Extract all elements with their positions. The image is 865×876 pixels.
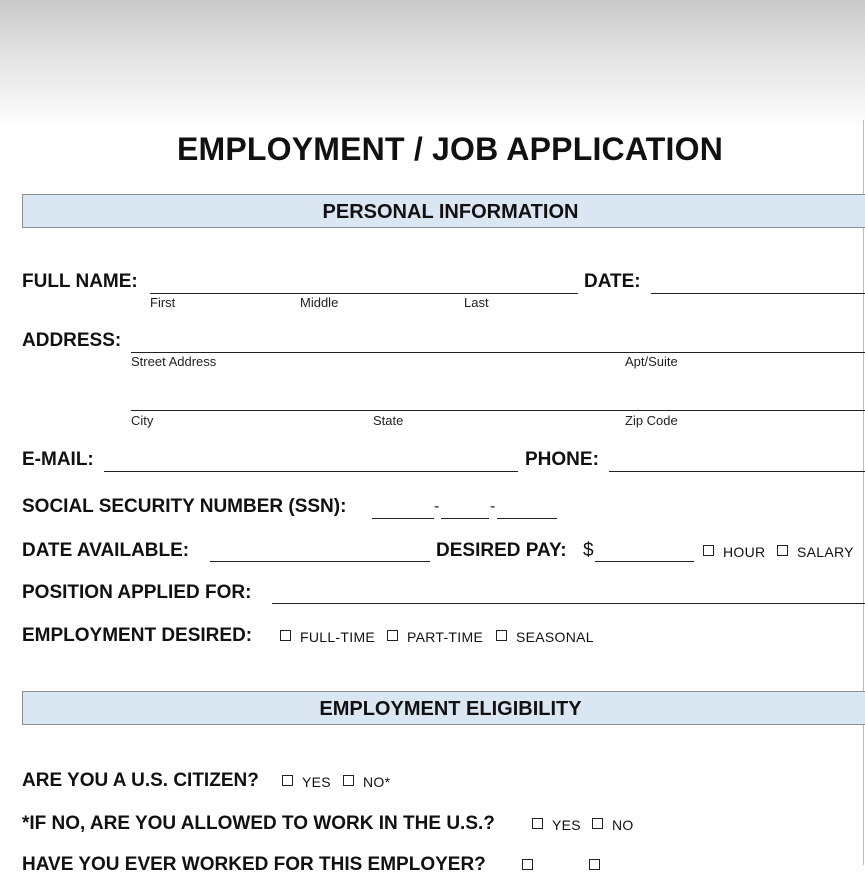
seasonal-option-label: SEASONAL bbox=[516, 629, 594, 645]
street-address-caption: Street Address bbox=[131, 354, 217, 369]
salary-checkbox[interactable] bbox=[777, 545, 788, 556]
full-name-label: FULL NAME: bbox=[22, 271, 138, 292]
part-time-checkbox[interactable] bbox=[387, 630, 398, 641]
section-header-eligibility-label: EMPLOYMENT ELIGIBILITY bbox=[319, 698, 582, 720]
citizen-no-checkbox[interactable] bbox=[343, 775, 354, 786]
authorized-yes-checkbox[interactable] bbox=[532, 818, 543, 829]
authorized-no-checkbox[interactable] bbox=[592, 818, 603, 829]
full-time-checkbox[interactable] bbox=[280, 630, 291, 641]
authorized-yes-label: YES bbox=[552, 817, 581, 833]
apt-suite-caption: Apt/Suite bbox=[625, 354, 678, 369]
full-time-option-label: FULL-TIME bbox=[300, 629, 376, 645]
position-label: POSITION APPLIED FOR: bbox=[22, 582, 252, 603]
top-shadow bbox=[0, 0, 865, 130]
part-time-option-label: PART-TIME bbox=[407, 629, 484, 645]
city-caption: City bbox=[131, 413, 154, 428]
citizen-no-label: NO* bbox=[363, 774, 391, 790]
email-field[interactable] bbox=[104, 471, 518, 472]
phone-field[interactable] bbox=[609, 471, 865, 472]
date-available-label: DATE AVAILABLE: bbox=[22, 540, 190, 561]
full-name-field[interactable] bbox=[150, 293, 578, 294]
address-label: ADDRESS: bbox=[22, 330, 122, 351]
first-caption: First bbox=[150, 295, 176, 310]
page-edge bbox=[863, 120, 864, 865]
salary-option-label: SALARY bbox=[797, 544, 854, 560]
section-header-eligibility bbox=[22, 691, 865, 725]
date-available-field[interactable] bbox=[210, 561, 430, 562]
form-title: EMPLOYMENT / JOB APPLICATION bbox=[176, 131, 724, 167]
date-field[interactable] bbox=[651, 293, 865, 294]
desired-pay-field[interactable] bbox=[595, 561, 694, 562]
employment-desired-label: EMPLOYMENT DESIRED: bbox=[22, 625, 253, 646]
last-caption: Last bbox=[464, 295, 489, 310]
ssn-dash-2: - bbox=[490, 498, 496, 515]
citizen-question: ARE YOU A U.S. CITIZEN? bbox=[22, 770, 259, 791]
seasonal-checkbox[interactable] bbox=[496, 630, 507, 641]
ssn-field-part-1[interactable] bbox=[372, 518, 434, 519]
section-header-personal bbox=[22, 194, 865, 228]
work-authorization-question: *IF NO, ARE YOU ALLOWED TO WORK IN THE U.S.? bbox=[22, 813, 495, 834]
street-address-field[interactable] bbox=[131, 352, 865, 353]
citizen-yes-label: YES bbox=[302, 774, 331, 790]
citizen-yes-checkbox[interactable] bbox=[282, 775, 293, 786]
state-caption: State bbox=[373, 413, 404, 428]
email-label: E-MAIL: bbox=[22, 449, 94, 470]
desired-pay-currency: $ bbox=[583, 540, 594, 561]
zip-code-caption: Zip Code bbox=[625, 413, 678, 428]
hour-checkbox[interactable] bbox=[703, 545, 714, 556]
ssn-dash-1: - bbox=[434, 498, 440, 515]
desired-pay-label: DESIRED PAY: bbox=[436, 540, 567, 561]
worked-before-question: HAVE YOU EVER WORKED FOR THIS EMPLOYER? bbox=[22, 854, 486, 875]
hour-option-label: HOUR bbox=[723, 544, 766, 560]
city-state-zip-field[interactable] bbox=[131, 410, 865, 411]
position-field[interactable] bbox=[272, 603, 865, 604]
middle-caption: Middle bbox=[300, 295, 339, 310]
authorized-no-label: NO bbox=[612, 817, 634, 833]
ssn-label: SOCIAL SECURITY NUMBER (SSN): bbox=[22, 496, 347, 517]
ssn-field-part-2[interactable] bbox=[441, 518, 489, 519]
section-header-personal-label: PERSONAL INFORMATION bbox=[322, 201, 579, 223]
phone-label: PHONE: bbox=[525, 449, 599, 470]
date-label: DATE: bbox=[584, 271, 641, 292]
ssn-field-part-3[interactable] bbox=[497, 518, 557, 519]
